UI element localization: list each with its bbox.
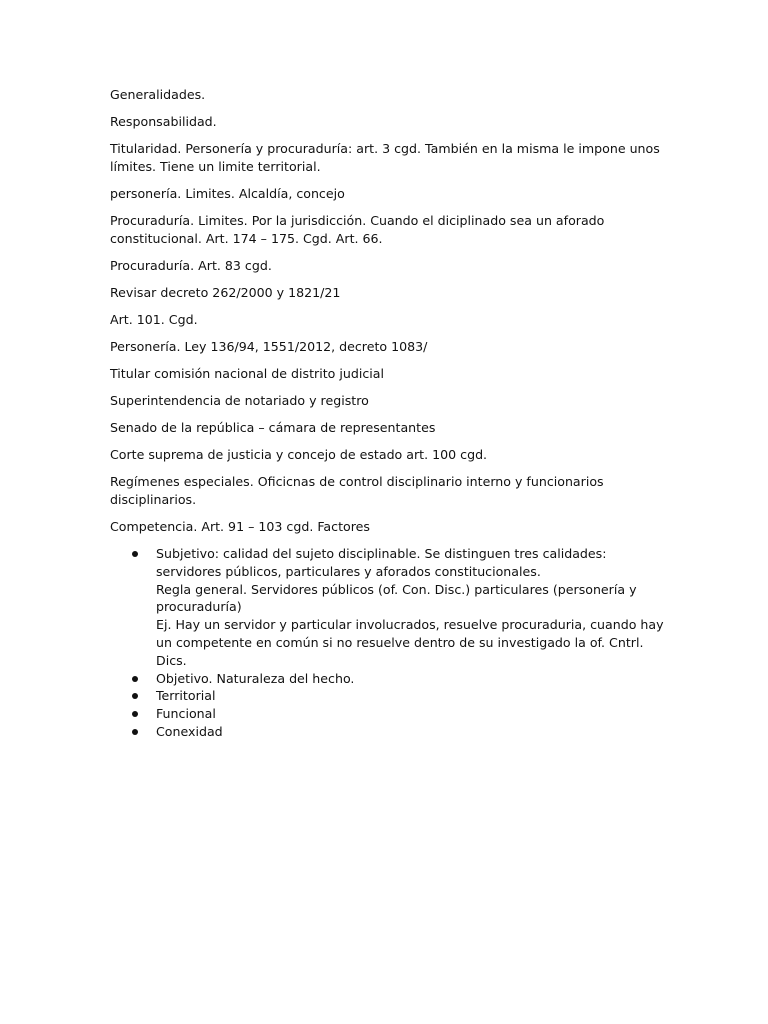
paragraph-personeria-limites: personería. Limites. Alcaldía, concejo (110, 186, 345, 201)
bullet-icon (132, 729, 138, 735)
paragraph-art101: Art. 101. Cgd. (110, 312, 198, 327)
list-item (110, 723, 670, 741)
paragraph-personeria-ley: Personería. Ley 136/94, 1551/2012, decreto 1083/ (110, 339, 428, 354)
bullet-line: Conexidad (156, 723, 223, 739)
bullet-icon (132, 693, 138, 699)
bullet-line: Subjetivo: calidad del sujeto disciplinable. Se distinguen tres calidades: servidores públicos, particulares y aforados constitucionales. (156, 546, 607, 579)
paragraph-regimenes-especiales: Regímenes especiales. Oficicnas de control disciplinario interno y funcionarios disciplinarios. (110, 474, 604, 507)
paragraph-titularidad: Titularidad. Personería y procuraduría: art. 3 cgd. También en la misma le impone unos límites. Tiene un limite territorial. (110, 141, 660, 174)
list-item (110, 705, 670, 723)
paragraph-generalidades: Generalidades. (110, 87, 206, 102)
bullet-icon (132, 676, 138, 682)
bullet-icon (132, 551, 138, 557)
paragraph-corte-suprema: Corte suprema de justicia y concejo de estado art. 100 cgd. (110, 447, 488, 462)
bullet-line: Funcional (156, 706, 216, 722)
paragraph-revisar-decreto: Revisar decreto 262/2000 y 1821/21 (110, 285, 341, 300)
bullet-line: Territorial (156, 688, 216, 704)
paragraph-senado: Senado de la república – cámara de representantes (110, 420, 436, 435)
paragraph-procuraduria-art83: Procuraduría. Art. 83 cgd. (110, 258, 272, 273)
paragraph-superintendencia: Superintendencia de notariado y registro (110, 393, 369, 408)
paragraph-competencia: Competencia. Art. 91 – 103 cgd. Factores (110, 519, 370, 534)
bullet-line: Objetivo. Naturaleza del hecho. (156, 670, 355, 686)
list-item (110, 545, 670, 670)
list-item (110, 670, 670, 688)
list-item (110, 687, 670, 705)
paragraph-responsabilidad: Responsabilidad. (110, 114, 217, 129)
bullet-line: Ej. Hay un servidor y particular involucrados, resuelve procuraduria, cuando hay un competente en común si no resuelve dentro de su investigado la of. Cntrl. Dics. (156, 617, 664, 668)
bullet-line: Regla general. Servidores públicos (of. Con. Disc.) particulares (personería y procuraduría) (156, 581, 637, 615)
document-page (110, 86, 670, 741)
paragraph-titular-comision: Titular comisión nacional de distrito judicial (110, 366, 384, 381)
bullet-icon (132, 711, 138, 717)
factors-bullet-list (110, 545, 670, 741)
paragraph-procuraduria-limites: Procuraduría. Limites. Por la jurisdicción. Cuando el diciplinado sea un aforado constitucional. Art. 174 – 175. Cgd. Art. 66. (110, 213, 605, 246)
